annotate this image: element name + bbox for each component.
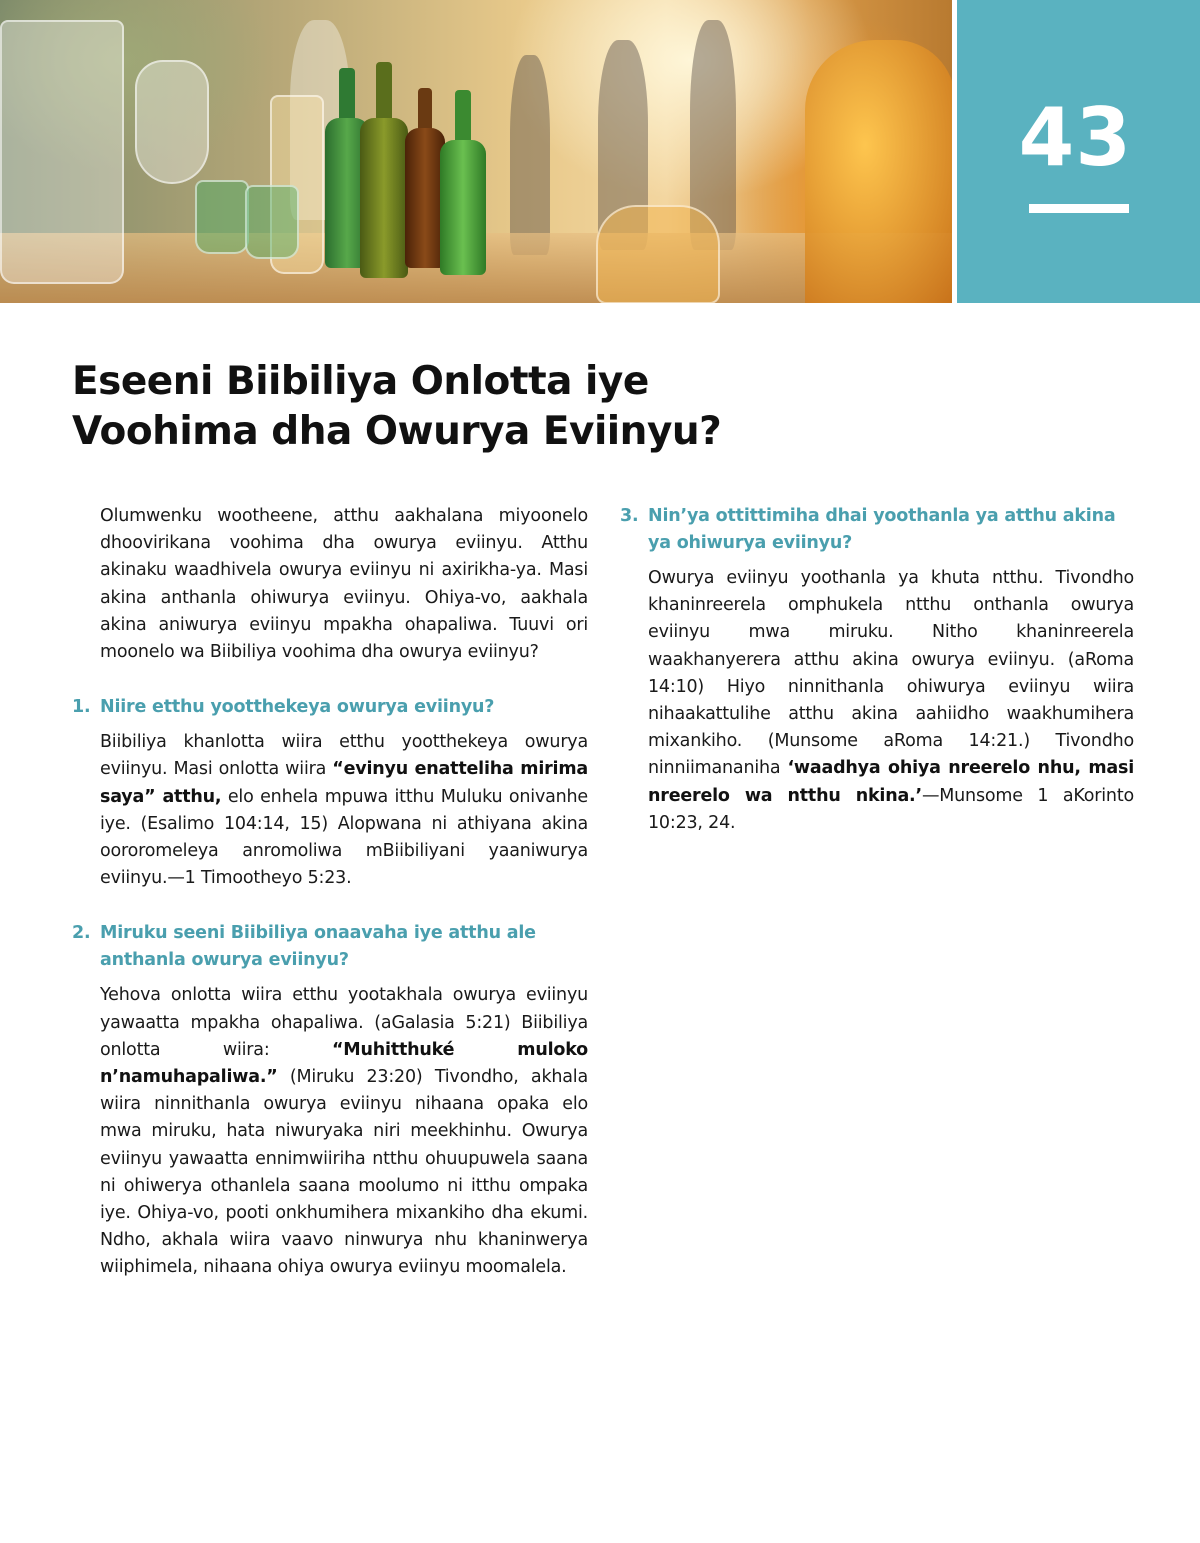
intro-paragraph: Olumwenku wootheene, atthu aakhalana miyoonelo dhoovirikana voohima dha owurya eviinyu. Atthu akinaku waadhivela owurya eviinyu ni axirikha-ya. Masi akina anthanla ohiwurya eviinyu. Ohiya-vo, aakhala akina aniwurya eviinyu mpakha ohapaliwa. Tuuvi ori moonelo wa Biibiliya voohima dha owurya eviinyu? xyxy=(100,506,588,663)
title-line: Voohima dha Owurya Eviinyu? xyxy=(72,409,722,454)
bold-quote: “Muhitthuké muloko n’namuhapaliwa.” xyxy=(100,1039,588,1088)
pitcher xyxy=(0,20,124,284)
text-run: Yehova onlotta wiira etthu yootakhala owurya eviinyu yawaatta mpakha ohapaliwa. (aGalasia 5:21) Biibiliya onlotta wiira: xyxy=(100,985,588,1060)
green-glass xyxy=(195,180,249,254)
text-run: Owurya eviinyu yoothanla ya khuta ntthu. Tivondho khaninreerela omphukela ntthu onthanla owurya eviinyu mwa miruku. Nitho khaninreerela waakhanyerera atthu akina owurya eviinyu. (aRoma 14:10) Hiyo ninnithanla ohiwurya eviinyu wiira nihaakattulihe atthu akina aahiidho waakhumihera mixankiho. (Munsome aRoma 14:21.) Tivondho ninniimananiha xyxy=(648,568,1134,779)
question-number: 3. xyxy=(620,506,639,526)
question-heading-1 xyxy=(72,694,588,721)
brown-bottle xyxy=(405,128,445,268)
beer-glass xyxy=(596,205,720,303)
answer-paragraph-3 xyxy=(648,565,1134,837)
question-heading-3 xyxy=(620,503,1134,557)
text-run: Biibiliya khanlotta wiira etthu yootthekeya owurya eviinyu. Masi onlotta wiira xyxy=(100,732,588,780)
title-line: Eseeni Biibiliya Onlotta iye xyxy=(72,359,649,404)
green-glass xyxy=(245,185,299,259)
wine-glass xyxy=(135,60,209,184)
page-title xyxy=(72,357,892,457)
badge-underline xyxy=(1029,204,1129,213)
hero-photo xyxy=(0,0,952,303)
question-number: 1. xyxy=(72,697,91,718)
text-run: (Miruku 23:20) Tivondho, akhala wiira ninnithanla owurya eviinyu nihaana opaka elo mwa miruku, hata niwuryaka niri meekhinhu. Owurya eviinyu yawaatta ennimwiiriha ntthu ohuupuwela saana ni ohiwerya othanlela saana moolumo ni itthu ompaka iye. Ohiya-vo, pooti onkhumihera mixankiho dha ekumi. Ndho, akhala wiira vaavo ninwurya nhu khaninwerya wiiphimela, nihaana ohiya owurya eviinyu moomalela. xyxy=(100,1067,588,1278)
amber-jar xyxy=(805,40,952,303)
bold-quote: ‘waadhya ohiya nreerelo nhu, masi nreerelo wa ntthu nkina.’ xyxy=(648,758,1134,806)
question-text: Nin’ya ottittimiha dhai yoothanla ya atthu akina ya ohiwurya eviinyu? xyxy=(648,506,1116,553)
left-column xyxy=(72,503,588,1282)
question-text: Niire etthu yootthekeya owurya eviinyu? xyxy=(100,697,495,718)
question-number: 2. xyxy=(72,923,91,944)
bold-quote: “evinyu enatteliha mirima saya” atthu, xyxy=(100,759,589,807)
answer-paragraph-2 xyxy=(100,982,588,1281)
text-run: —Munsome 1 aKorinto 10:23, 24. xyxy=(648,785,1134,833)
person-silhouette xyxy=(510,55,550,255)
text-run: elo enhela mpuwa itthu Muluku onivanhe iye. (Esalimo 104:14, 15) Alopwana ni athiyana akina oororomeleya anromoliwa mBiibiliyani yaaniwurya eviinyu.—1 Timootheyo 5:23. xyxy=(100,786,589,889)
lesson-number-badge xyxy=(957,0,1200,303)
green-bottle xyxy=(440,140,486,275)
question-text: Miruku seeni Biibiliya onaavaha iye atthu ale anthanla owurya eviinyu? xyxy=(100,923,536,971)
lesson-number: 43 xyxy=(1018,91,1132,184)
right-column xyxy=(620,503,1134,837)
green-bottle xyxy=(360,118,408,278)
answer-paragraph-1 xyxy=(100,729,588,892)
question-heading-2 xyxy=(72,920,588,974)
